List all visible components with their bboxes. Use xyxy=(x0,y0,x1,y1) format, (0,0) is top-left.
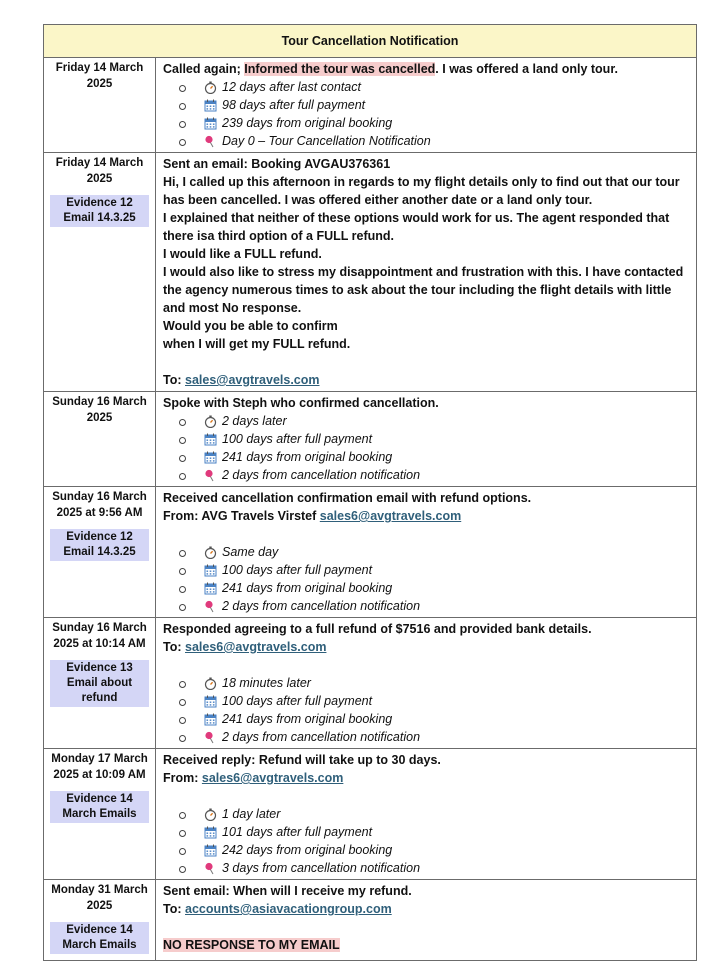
timing-item: Day 0 – Tour Cancellation Notification xyxy=(163,132,690,150)
row-date: Friday 14 March 2025 xyxy=(55,157,144,185)
pin-icon xyxy=(204,600,217,613)
calendar-icon xyxy=(204,713,217,726)
table-row xyxy=(44,749,697,880)
timing-item: 18 minutes later xyxy=(163,674,690,692)
row-date: Sunday 16 March 2025 at 10:14 AM xyxy=(52,622,147,650)
sender-line: From: AVG Travels Virstef sales6@avgtravels.com xyxy=(163,509,462,523)
pin-icon xyxy=(204,862,217,875)
timing-item: 2 days later xyxy=(163,412,690,430)
row-date: Sunday 16 March 2025 at 9:56 AM xyxy=(52,491,147,519)
table-row xyxy=(44,58,697,153)
pin-icon xyxy=(204,135,217,148)
timing-item: 2 days from cancellation notification xyxy=(163,597,690,615)
evidence-badge: Evidence 13 Email about refund xyxy=(50,660,149,707)
timing-item: 241 days from original booking xyxy=(163,710,690,728)
row-entry-text: Received reply: Refund will take up to 30 days. xyxy=(163,753,441,767)
stopwatch-icon xyxy=(204,415,217,428)
timing-list xyxy=(163,805,690,877)
cancelled-highlight: Informed the tour was cancelled xyxy=(244,62,436,76)
calendar-icon xyxy=(204,826,217,839)
evidence-badge: Evidence 14 March Emails xyxy=(50,791,149,823)
timing-item: 101 days after full payment xyxy=(163,823,690,841)
evidence-badge: Evidence 12 Email 14.3.25 xyxy=(50,529,149,561)
row-entry-text: Sent email: When will I receive my refund. xyxy=(163,884,412,898)
timing-item: 239 days from original booking xyxy=(163,114,690,132)
row-entry-text: Spoke with Steph who confirmed cancellation. xyxy=(163,396,439,410)
table-title: Tour Cancellation Notification xyxy=(44,25,697,58)
email-body-line: when I will get my FULL refund. xyxy=(163,337,351,351)
table-row xyxy=(44,880,697,961)
timing-item: 12 days after last contact xyxy=(163,78,690,96)
calendar-icon xyxy=(204,695,217,708)
pin-icon xyxy=(204,731,217,744)
calendar-icon xyxy=(204,582,217,595)
evidence-badge: Evidence 12 Email 14.3.25 xyxy=(50,195,149,227)
email-body-line: Would you be able to confirm xyxy=(163,319,338,333)
row-date: Sunday 16 March 2025 xyxy=(52,396,147,424)
no-response-note: NO RESPONSE TO MY EMAIL xyxy=(163,938,340,952)
recipient-line: To: sales6@avgtravels.com xyxy=(163,640,327,654)
timing-item: Same day xyxy=(163,543,690,561)
timing-item: 241 days from original booking xyxy=(163,448,690,466)
row-date: Monday 17 March 2025 at 10:09 AM xyxy=(51,753,148,781)
calendar-icon xyxy=(204,433,217,446)
email-link[interactable]: sales6@avgtravels.com xyxy=(201,771,344,785)
email-subject: Sent an email: Booking AVGAU376361 xyxy=(163,157,391,171)
table-row xyxy=(44,487,697,618)
timing-list xyxy=(163,412,690,484)
stopwatch-icon xyxy=(204,546,217,559)
table-row xyxy=(44,392,697,487)
email-body-line: I would like a FULL refund. xyxy=(163,247,322,261)
stopwatch-icon xyxy=(204,677,217,690)
evidence-badge: Evidence 14 March Emails xyxy=(50,922,149,954)
recipient-line: To: accounts@asiavacationgroup.com xyxy=(163,902,392,916)
table-row xyxy=(44,153,697,392)
timing-item: 241 days from original booking xyxy=(163,579,690,597)
email-link[interactable]: sales@avgtravels.com xyxy=(185,373,320,387)
timing-item: 3 days from cancellation notification xyxy=(163,859,690,877)
calendar-icon xyxy=(204,117,217,130)
row-date: Friday 14 March 2025 xyxy=(55,62,144,90)
stopwatch-icon xyxy=(204,81,217,94)
timing-item: 2 days from cancellation notification xyxy=(163,728,690,746)
row-entry-text: Received cancellation confirmation email with refund options. xyxy=(163,491,532,505)
calendar-icon xyxy=(204,564,217,577)
sender-line: From: sales6@avgtravels.com xyxy=(163,771,344,785)
recipient-line: To: sales@avgtravels.com xyxy=(163,373,320,387)
email-link[interactable]: sales6@avgtravels.com xyxy=(319,509,462,523)
timing-item: 2 days from cancellation notification xyxy=(163,466,690,484)
timing-list xyxy=(163,78,690,150)
email-body-line: I explained that neither of these options would work for us. The agent responded that there isa third option of a FULL refund. xyxy=(163,211,670,243)
row-entry-text: Responded agreeing to a full refund of $7516 and provided bank details. xyxy=(163,622,592,636)
calendar-icon xyxy=(204,451,217,464)
timing-list xyxy=(163,674,690,746)
timing-item: 98 days after full payment xyxy=(163,96,690,114)
timing-item: 100 days after full payment xyxy=(163,692,690,710)
email-link[interactable]: sales6@avgtravels.com xyxy=(185,640,327,654)
email-body-line: I would also like to stress my disappointment and frustration with this. I have contacted the agency numerous times to ask about the tour including the flight details with little and most No response. xyxy=(163,265,684,315)
email-body-line: Hi, I called up this afternoon in regards to my flight details only to find out that our tour has been cancelled. I was offered either another date or a land only tour. xyxy=(163,175,680,207)
row-entry-text: Called again; Informed the tour was cancelled. I was offered a land only tour. xyxy=(163,62,618,76)
timing-list xyxy=(163,543,690,615)
table-row xyxy=(44,618,697,749)
timing-item: 1 day later xyxy=(163,805,690,823)
row-date: Monday 31 March 2025 xyxy=(51,884,148,912)
calendar-icon xyxy=(204,844,217,857)
timing-item: 242 days from original booking xyxy=(163,841,690,859)
stopwatch-icon xyxy=(204,808,217,821)
email-link[interactable]: accounts@asiavacationgroup.com xyxy=(185,902,392,916)
pin-icon xyxy=(204,469,217,482)
timing-item: 100 days after full payment xyxy=(163,430,690,448)
timeline-document xyxy=(43,24,696,961)
calendar-icon xyxy=(204,99,217,112)
timeline-table xyxy=(43,24,697,961)
timing-item: 100 days after full payment xyxy=(163,561,690,579)
